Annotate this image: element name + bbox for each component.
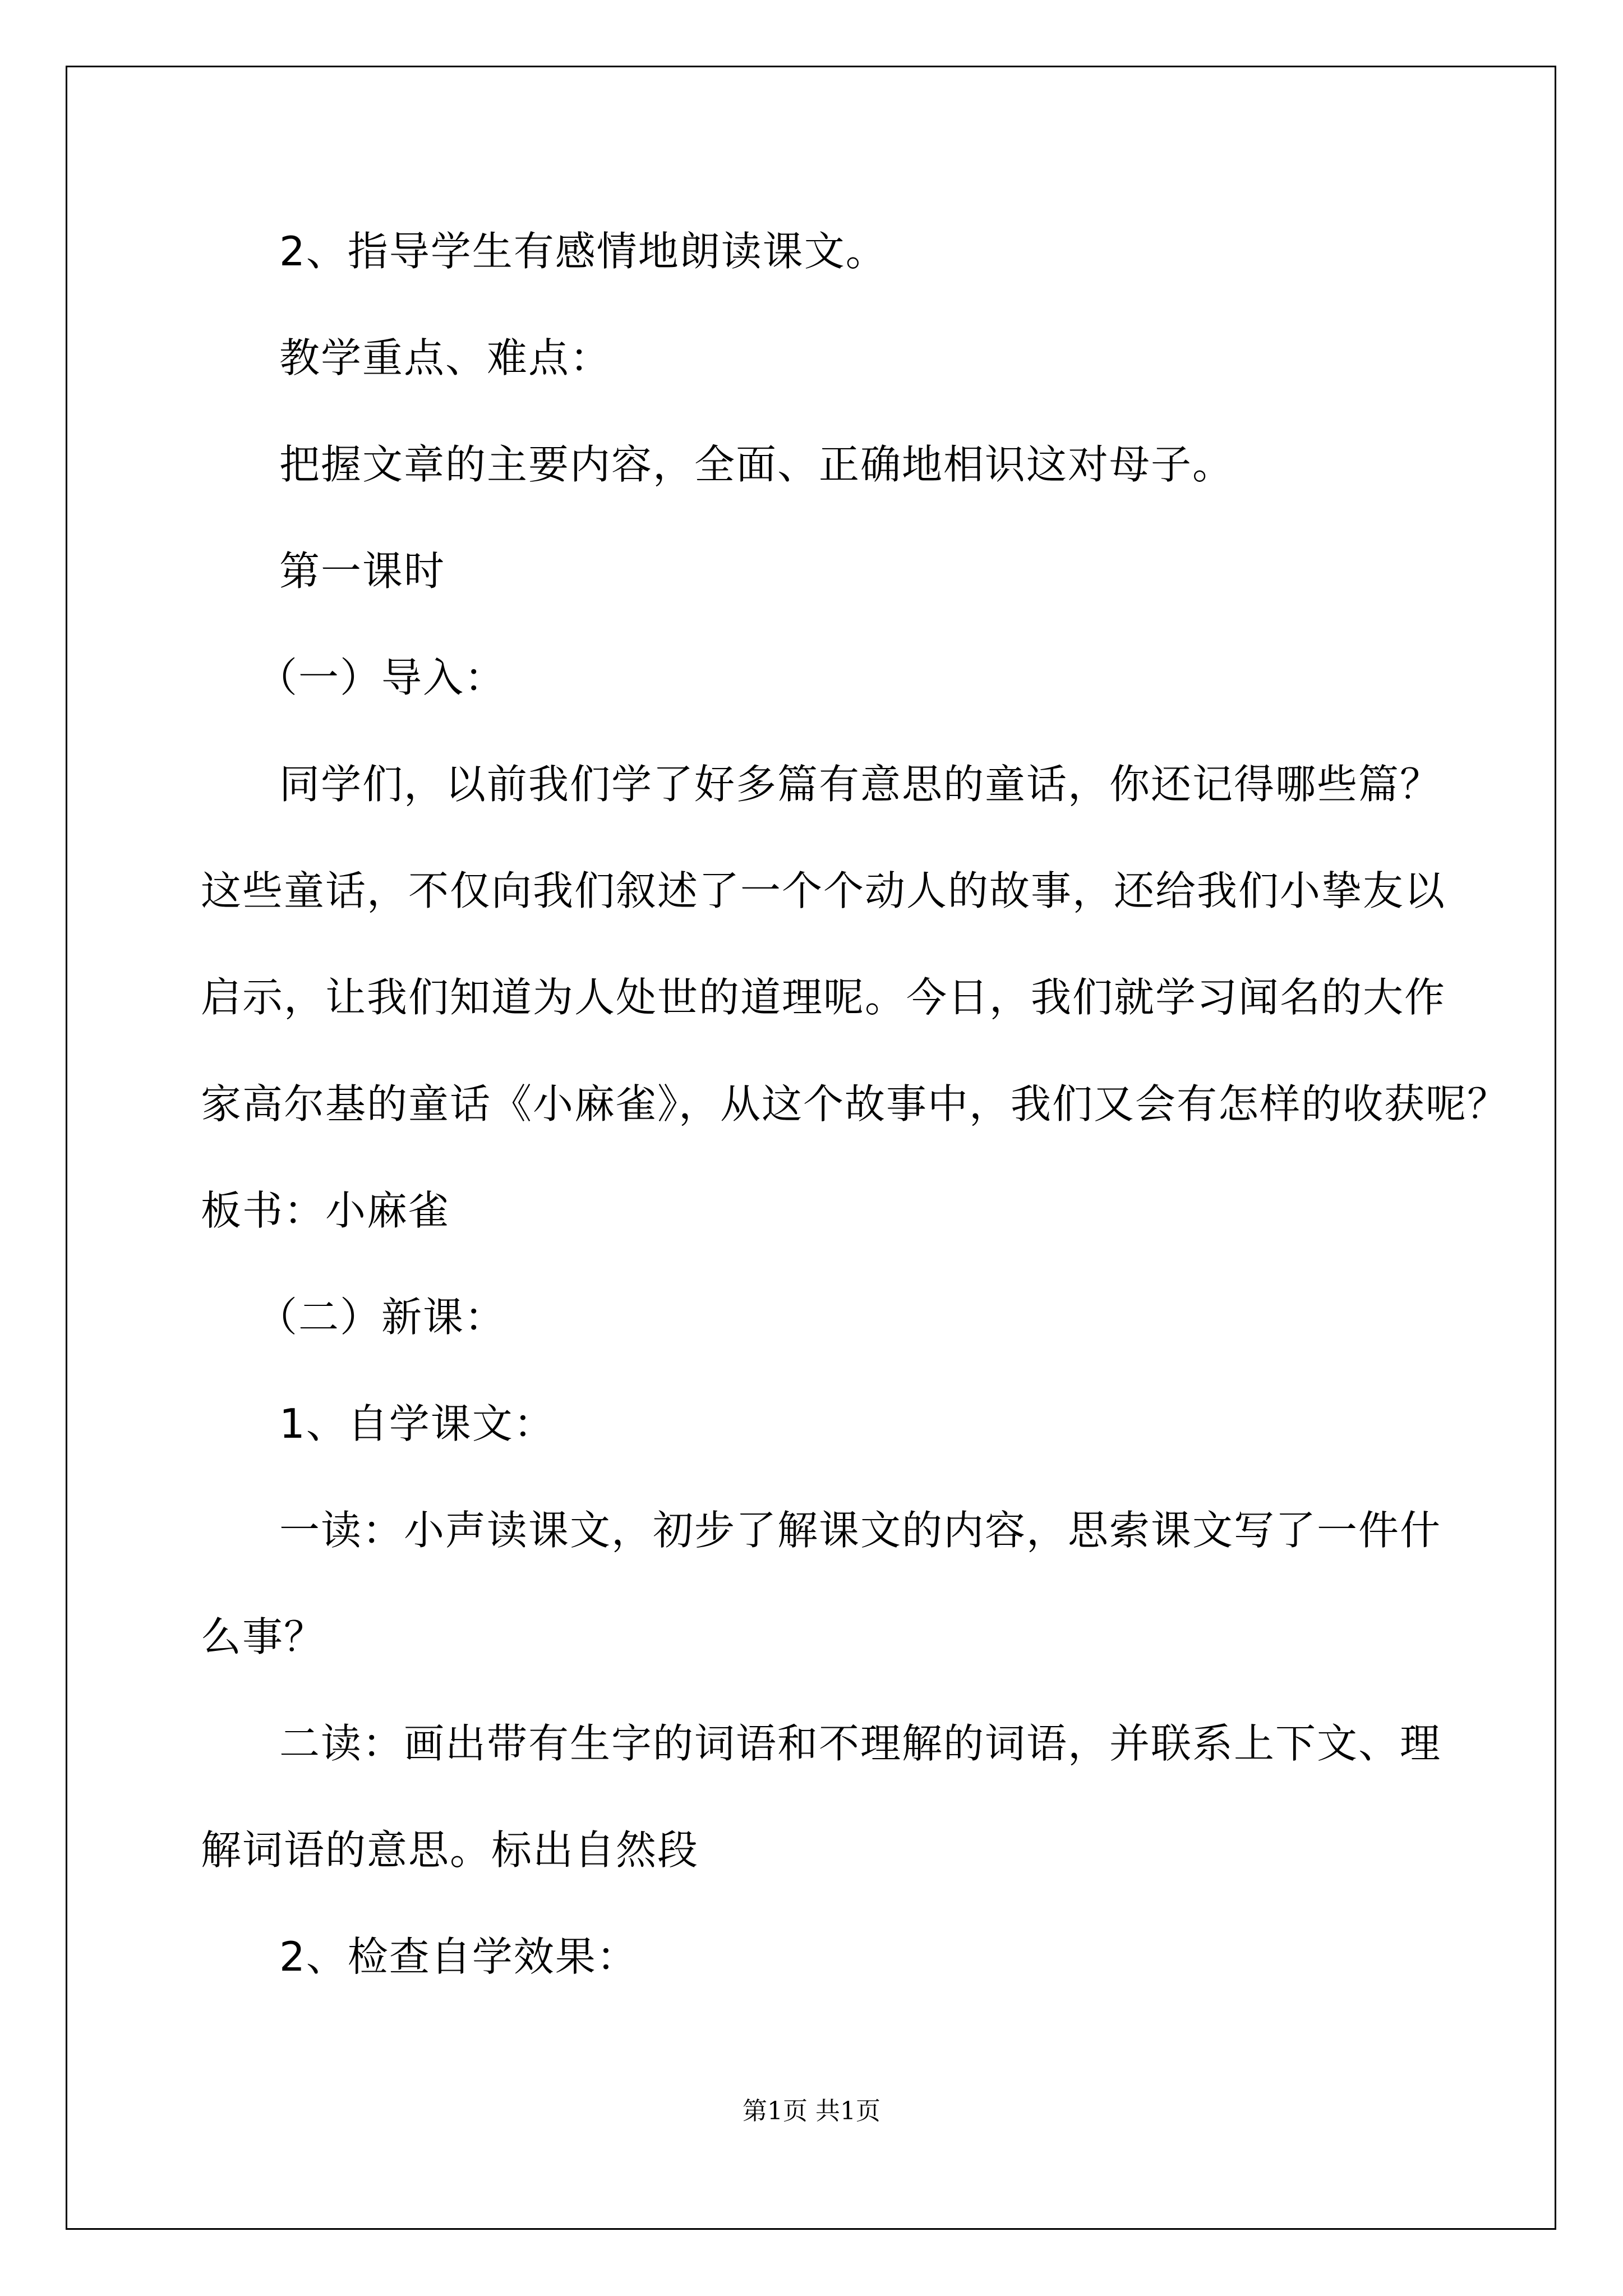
- text-line: 二读：画出带有生字的词语和不理解的词语，并联系上下文、理: [279, 1720, 1442, 1767]
- text-line: 教学重点、难点：: [279, 334, 612, 381]
- text-line: 启示，让我们知道为人处世的道理呢。今日，我们就学习闻名的大作: [201, 974, 1446, 1021]
- text-line: （一）导入：: [257, 654, 506, 701]
- text-line: 第一课时: [279, 547, 446, 595]
- text-line: 把握文章的主要内容，全面、正确地相识这对母子。: [279, 441, 1234, 488]
- text-line: 1、自学课文：: [279, 1400, 555, 1447]
- page-border: [66, 66, 1556, 2230]
- text-line: 家高尔基的童话《小麻雀》，从这个故事中，我们又会有怎样的收获呢？: [201, 1080, 1509, 1128]
- text-line: 么事？: [201, 1613, 326, 1660]
- text-line: 2、指导学生有感情地朗读课文。: [279, 228, 887, 275]
- text-line: 板书：小麻雀: [201, 1187, 450, 1234]
- text-line: 解词语的意思。标出自然段: [201, 1826, 699, 1874]
- page-number-footer: 第1页 共1页: [743, 2097, 880, 2125]
- text-line: （二）新课：: [257, 1294, 506, 1341]
- text-line: 一读：小声读课文，初步了解课文的内容，思索课文写了一件什: [279, 1507, 1442, 1554]
- text-line: 这些童话，不仅向我们叙述了一个个动人的故事，还给我们小挚友以: [201, 867, 1446, 914]
- text-line: 同学们，以前我们学了好多篇有意思的童话，你还记得哪些篇？: [279, 761, 1442, 808]
- text-line: 2、检查自学效果：: [279, 1933, 638, 1980]
